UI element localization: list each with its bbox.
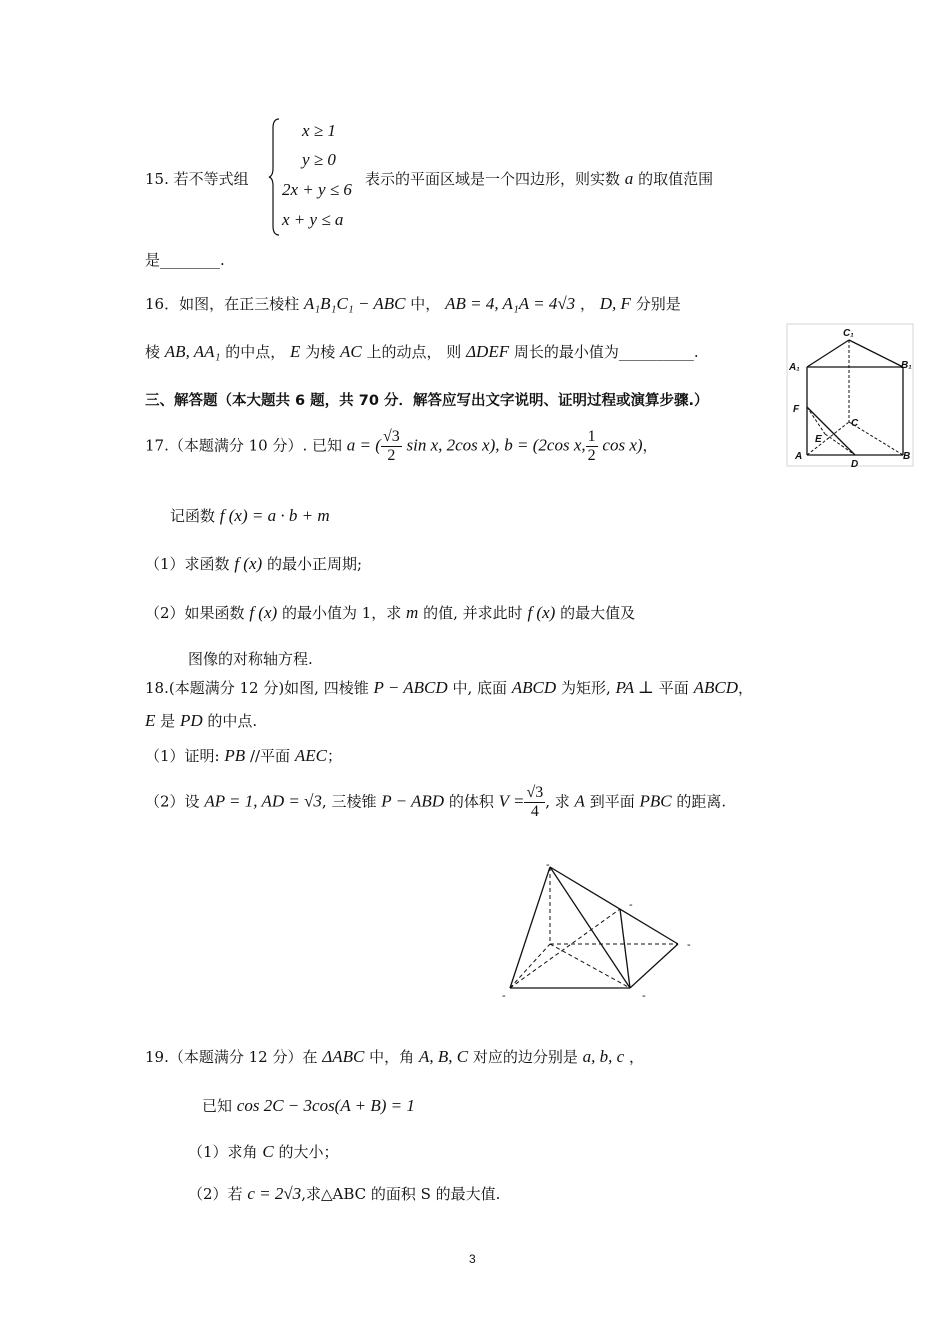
q18-frac-v-num: √3 bbox=[526, 784, 544, 801]
q18-pbc: PBC bbox=[639, 791, 672, 811]
q18-p1b: //平面 bbox=[249, 747, 291, 765]
q15-suffix-text: 表示的平面区域是一个四边形，则实数 bbox=[365, 170, 621, 188]
q16-line1 bbox=[145, 293, 681, 314]
q18-p2e: 到平面 bbox=[589, 792, 635, 811]
q16-t9: 周长的最小值为__________. bbox=[513, 343, 699, 361]
q18-p2a: （2）设 bbox=[145, 792, 200, 811]
q16-t2: 中， bbox=[410, 295, 441, 313]
q17-p2c: 的值, 并求此时 bbox=[423, 604, 523, 622]
q18-p2b: , 三棱锥 bbox=[321, 792, 377, 811]
q18-t6: 是 bbox=[160, 712, 176, 730]
q18-e: E bbox=[145, 711, 156, 730]
q19-eq: cos 2C − 3cos(A + B) = 1 bbox=[236, 1096, 415, 1115]
q16-t7: 为棱 bbox=[305, 343, 336, 361]
q17-frac-a-num: √3 bbox=[382, 428, 400, 445]
q16-t3: ， bbox=[579, 295, 595, 313]
q18-pabcd: P − ABCD bbox=[373, 678, 448, 697]
q18-p2c: 的体积 bbox=[448, 792, 494, 811]
pyr-label-bottom: - bbox=[642, 990, 646, 1002]
q18-v: V = bbox=[498, 791, 525, 811]
q16-edges: AB, AA₁ bbox=[164, 342, 221, 361]
q17-p1a: （1）求函数 bbox=[145, 555, 230, 573]
label-a: A bbox=[795, 451, 803, 462]
prism-figure bbox=[785, 322, 915, 468]
q19-t5: 已知 bbox=[202, 1097, 233, 1115]
q17-p2f2: f (x) bbox=[527, 603, 556, 622]
q17-line1 bbox=[145, 428, 658, 465]
q18-abcd: ABCD bbox=[511, 678, 557, 697]
label-b: B bbox=[903, 451, 911, 462]
brace-icon bbox=[268, 118, 280, 236]
q17-p1f: f (x) bbox=[234, 554, 263, 573]
q18-t3: 为矩形, bbox=[560, 679, 611, 697]
q16-prism: A₁B₁C₁ − ABC bbox=[303, 294, 406, 313]
label-b1: B₁ bbox=[901, 360, 912, 371]
q18-part1 bbox=[145, 745, 342, 766]
q18-p1c: ； bbox=[326, 747, 342, 765]
q16-tri: ΔDEF bbox=[466, 342, 510, 361]
q17-b-rest: cos x) bbox=[602, 435, 643, 455]
q18-t7: 的中点. bbox=[207, 712, 258, 730]
q18-frac-v-den: 4 bbox=[530, 803, 539, 820]
q19-t3: 对应的边分别是 bbox=[472, 1048, 578, 1066]
pyr-label-e: - bbox=[629, 899, 633, 911]
q18-t5: ， bbox=[737, 679, 753, 697]
q16-e: E bbox=[290, 342, 301, 361]
q16-ac: AC bbox=[339, 342, 362, 361]
q17-part2 bbox=[145, 602, 635, 623]
q15-line2: 是________. bbox=[145, 251, 225, 269]
q18-t1: 18.(本题满分 12 分)如图, 四棱锥 bbox=[145, 679, 369, 697]
q19-c: c = 2√3 bbox=[247, 1184, 302, 1203]
q17-fx: f (x) = a · b + m bbox=[219, 506, 330, 525]
q17-head: 17.（本题满分 10 分）. 已知 bbox=[145, 436, 343, 455]
q18-pa: PA ⊥ bbox=[615, 678, 655, 697]
q16-cond: AB = 4, A₁A = 4√3 bbox=[445, 294, 576, 313]
q17-p1b: 的最小正周期; bbox=[266, 555, 363, 573]
q18-line1 bbox=[145, 677, 753, 698]
label-a1: A₁ bbox=[789, 362, 800, 373]
ineq-4: x + y ≤ a bbox=[282, 210, 344, 229]
q17-frac-b-num: 1 bbox=[587, 428, 596, 445]
label-e: E bbox=[815, 434, 822, 445]
q18-p2d: , 求 bbox=[545, 792, 570, 811]
q19-t2: 中，角 bbox=[369, 1048, 415, 1066]
q17-t2: 记函数 bbox=[170, 507, 216, 525]
label-c1: C₁ bbox=[843, 328, 854, 339]
q15-suffix bbox=[365, 168, 713, 189]
q19-sides: a, b, c bbox=[582, 1047, 625, 1066]
q19-p1a: （1）求角 bbox=[188, 1143, 258, 1161]
q18-ap: AP = 1, AD = √3 bbox=[204, 791, 322, 811]
q19-t4: ， bbox=[628, 1048, 644, 1066]
pyr-label-top: - bbox=[546, 862, 550, 871]
q19-part1 bbox=[188, 1141, 338, 1162]
pyramid-figure bbox=[498, 862, 700, 1002]
q17-p2b: 的最小值为 1，求 bbox=[281, 604, 402, 622]
section-3-heading: 三、解答题（本大题共 6 题，共 70 分．解答应写出文字说明、证明过程或演算步骤.） bbox=[145, 393, 709, 409]
q16-t1: 16．如图，在正三棱柱 bbox=[145, 295, 300, 313]
label-f: F bbox=[793, 404, 800, 415]
q17-frac-a-den: 2 bbox=[387, 447, 396, 464]
q18-part2 bbox=[145, 784, 726, 821]
ineq-2: y ≥ 0 bbox=[302, 150, 336, 169]
q17-line2 bbox=[170, 505, 330, 526]
q19-tri: ΔABC bbox=[322, 1047, 365, 1066]
q17-bvec: b = (2cos x, bbox=[504, 435, 586, 455]
q19-line2 bbox=[202, 1095, 415, 1116]
q18-t2: 中, 底面 bbox=[452, 679, 507, 697]
label-d: D bbox=[851, 459, 859, 468]
q19-angles: A, B, C bbox=[418, 1047, 469, 1066]
q18-line2 bbox=[145, 710, 257, 731]
q15-var: a bbox=[624, 169, 634, 188]
label-c: C bbox=[851, 418, 859, 429]
q18-a: A bbox=[574, 791, 585, 811]
ineq-1: x ≥ 1 bbox=[302, 121, 336, 140]
q19-p2a: （2）若 bbox=[188, 1185, 243, 1203]
q17-a-rest: sin x, 2cos x), bbox=[406, 435, 500, 455]
q17-part1 bbox=[145, 553, 362, 574]
pyr-label-left: - bbox=[502, 990, 506, 1002]
q17-frac-b bbox=[586, 428, 598, 465]
q17-part2-cont: 图像的对称轴方程. bbox=[188, 650, 313, 668]
q19-p2b: ,求△ABC 的面积 S 的最大值. bbox=[301, 1185, 501, 1203]
q18-pabd: P − ABD bbox=[381, 791, 445, 811]
q16-t8: 上的动点， 则 bbox=[366, 343, 462, 361]
pyr-label-right: - bbox=[687, 939, 691, 951]
q19-line1 bbox=[145, 1046, 644, 1067]
q16-t4: 分别是 bbox=[635, 295, 681, 313]
q16-t5: 棱 bbox=[145, 343, 161, 361]
q18-aec: AEC bbox=[294, 746, 327, 765]
q16-t6: 的中点， bbox=[225, 343, 286, 361]
q18-t4: 平面 bbox=[658, 679, 689, 697]
q18-abcd2: ABCD bbox=[693, 678, 738, 697]
q17-p2a: （2）如果函数 bbox=[145, 604, 245, 622]
q19-t1: 19.（本题满分 12 分）在 bbox=[145, 1048, 318, 1066]
q16-points: D, F bbox=[599, 294, 631, 313]
q18-pb: PB bbox=[224, 746, 246, 765]
q18-frac-v bbox=[524, 784, 545, 821]
ineq-3: 2x + y ≤ 6 bbox=[282, 180, 352, 199]
q17-b-end: ， bbox=[642, 436, 658, 455]
page-number: 3 bbox=[469, 1252, 476, 1266]
q18-p2f: 的距离. bbox=[676, 792, 727, 811]
q15-suffix2: 的取值范围 bbox=[638, 170, 714, 188]
q19-part2 bbox=[188, 1183, 500, 1204]
q17-avec: a = ( bbox=[346, 435, 381, 455]
q15-prefix: 15. 若不等式组 bbox=[145, 170, 249, 188]
q18-pd: PD bbox=[179, 711, 203, 730]
q17-frac-b-den: 2 bbox=[587, 447, 596, 464]
q17-p2d: 的最大值及 bbox=[560, 604, 636, 622]
q19-p1c: C bbox=[262, 1142, 274, 1161]
q16-line2 bbox=[145, 341, 699, 362]
inequality-system bbox=[268, 118, 368, 238]
q17-p2m: m bbox=[406, 603, 419, 622]
q17-p2f: f (x) bbox=[249, 603, 278, 622]
q19-p1b: 的大小； bbox=[278, 1143, 339, 1161]
q17-frac-a bbox=[381, 428, 402, 465]
q18-p1a: （1）证明: bbox=[145, 747, 220, 765]
